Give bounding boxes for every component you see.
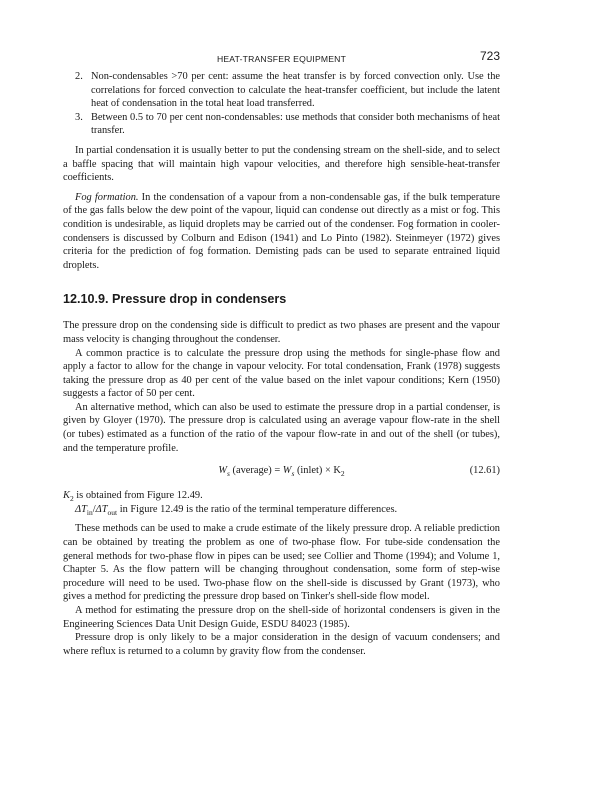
symbol-k: K [63,490,70,502]
equation-symbol-w: W [282,465,292,477]
fog-formation-text: In the condensation of a vapour from a non-condensable gas, if the bulk temperature of the gas falls below the dew point of the vapour, liquid can condense out directly as a mist or fog. This condition is undesirable, as liquid droplets may be carried out of the condenser. Fog formation in cooler-condensers is discussed by Colburn and Edison (1941) and Lo Pinto (1982). Steinmeyer (1972) gives criteria for the prediction of fog formation. Demisting pads can be used to separate entrained liquid droplets. [63,191,500,271]
paragraph: The pressure drop on the condensing side is difficult to predict as two phases are present and the vapour mass velocity is changing throughout the condenser. [63,320,500,345]
list-item [63,70,500,111]
paragraph-fog-formation [63,191,500,273]
condensables-list [63,70,500,138]
paragraph: A method for estimating the pressure drop on the shell-side of horizontal condensers is given in the Engineering Sciences Data Unit Design Guide, ESDU 84023 (1985). [63,605,500,630]
paragraph: A common practice is to calculate the pressure drop using the methods for single-phase flow and apply a factor to allow for the change in vapour velocity. For total condensation, Frank (1978) suggests taking the pressure drop as 40 per cent of the value based on the inlet vapour conditions; Kern (1950) suggests a factor of 50 per cent. [63,347,500,400]
equation-subscript: s [291,469,295,479]
paragraph: Pressure drop is only likely to be a major consideration in the design of vacuum condensers; and where reflux is returned to a column by gravity flow from the condenser. [63,632,500,657]
list-item-number: 2. [75,71,83,82]
paragraph-k2 [63,489,500,503]
symbol-delta-t: ΔT [95,503,108,515]
equation-subscript: 2 [340,469,345,479]
page-number: 723 [479,49,500,63]
paragraph-text: is obtained from Figure 12.49. [73,490,203,502]
paragraph: These methods can be used to make a crude estimate of the likely pressure drop. A reliable prediction can be obtained by treating the problem as one of two-phase flow. For tube-side condensation the general methods for two-phase flow in pipes can be used; see Collier and Thome (1994); and Volume 1, Chapter 5. As the flow pattern will be changing throughout condensation, some form of step-wise procedure will need to be used. Two-phase flow on the shell-side is discussed by Grant (1973), who gives a method for predicting the pressure drop based on Tinker's shell-side flow model. [63,523,500,603]
list-item [63,111,500,138]
equation-subscript: s [226,469,230,479]
list-item-text: Non-condensables >70 per cent: assume the heat transfer is by forced convection only. Use the correlations for forced convection to calculate the heat-transfer coefficient, but include the latent heat of condensation in the total heat load transferred. [91,71,500,110]
symbol-subscript: in [86,507,93,517]
section-heading: 12.10.9. Pressure drop in condensers [63,292,287,307]
list-item-number: 3. [75,111,83,123]
paragraph-delta-t [63,503,500,517]
equation-body [63,464,500,478]
equation-symbol-w: W [218,465,227,477]
equation-text: (inlet) × K [294,465,341,477]
running-head: HEAT-TRANSFER EQUIPMENT [216,54,347,64]
paragraph-text: in Figure 12.49 is the ratio of the terminal temperature differences. [117,503,398,515]
list-item-text: Between 0.5 to 70 per cent non-condensables: use methods that consider both mechanisms of heat transfer. [91,111,500,137]
equation-number: (12.61) [469,465,500,477]
symbol-delta-t: ΔT [75,503,87,515]
page-header [63,50,500,66]
symbol-slash: / [92,503,96,515]
symbol-subscript: out [107,507,118,517]
equation-12-61 [63,464,500,482]
paragraph-partial-condensation: In partial condensation it is usually better to put the condensing stream on the shell-side, and to select a baffle spacing that will maintain high vapour velocities, and therefore high sensible-heat-transfer coefficients. [63,144,500,184]
symbol-subscript: 2 [69,494,74,504]
equation-text: (average) = [229,465,283,477]
paragraph: An alternative method, which can also be used to estimate the pressure drop in a partial condenser, is given by Gloyer (1970). The pressure drop is calculated using an average vapour flow-rate in the shell (or tubes) estimated as a function of the ratio of the vapour flow-rate in and out of the shell (or tubes), and the temperature profile. [63,401,500,454]
fog-formation-heading: Fog formation. [75,191,139,203]
page [63,50,500,658]
